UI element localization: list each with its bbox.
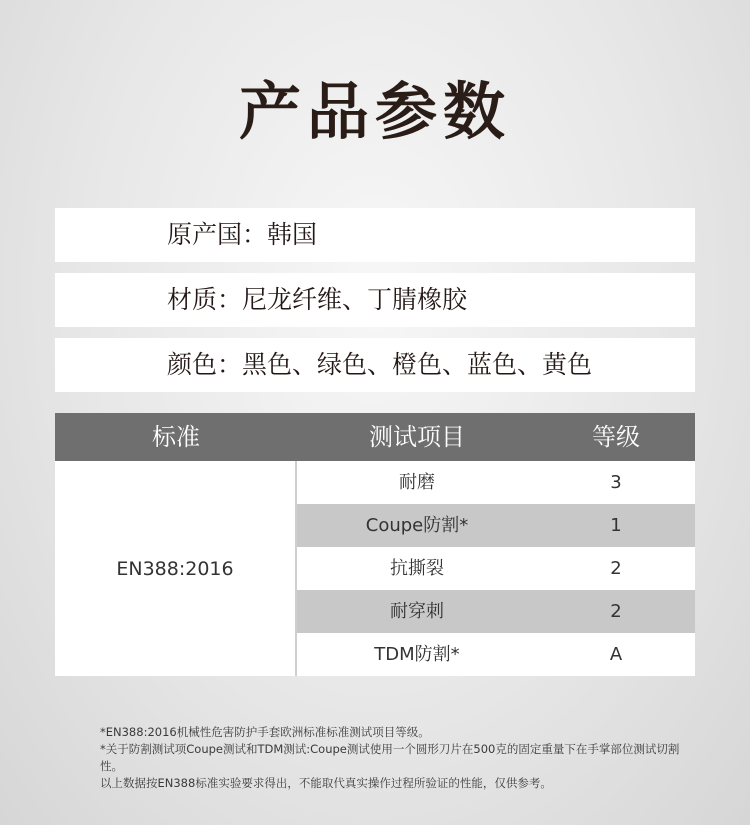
grade-cell: 1 [610,515,622,536]
footnotes [100,724,680,792]
grade-cell: A [609,644,623,665]
header-test-item: 测试项目 [369,423,465,451]
table-rows [297,461,695,676]
table-row [297,504,695,547]
spec-origin-row [55,208,695,262]
grade-cell: 2 [610,601,622,622]
test-item-cell: Coupe防割* [365,515,469,536]
test-results-table [55,413,695,676]
spec-color-value: 黑色、绿色、橙色、蓝色、黄色 [242,350,593,379]
table-header [55,413,695,461]
header-grade: 等级 [592,423,640,451]
spec-color-row [55,338,695,392]
table-row [297,590,695,633]
spec-origin-value: 韩国 [267,220,318,249]
standard-cell: EN388:2016 [55,461,297,676]
table-body [55,461,695,676]
test-item-cell: TDM防割* [374,644,460,665]
test-item-cell: 耐磨 [399,472,435,493]
test-item-cell: 耐穿刺 [390,601,444,622]
spec-material-label: 材质： [167,285,243,314]
spec-material-row [55,273,695,327]
grade-cell: 3 [610,472,622,493]
spec-origin-label: 原产国： [167,220,268,249]
table-row [297,547,695,590]
footnote-standard: *EN388:2016机械性危害防护手套欧洲标准标准测试项目等级。 [100,725,430,739]
footnote-cut-test: *关于防割测试项Coupe测试和TDM测试:Coupe测试使用一个圆形刀片在500克的固定重量下在手掌部位测试切割性。 [100,742,680,773]
grade-cell: 2 [610,558,622,579]
header-standard: 标准 [152,423,200,451]
footnote-disclaimer: 以上数据按EN388标准实验要求得出，不能取代真实操作过程所验证的性能，仅供参考。 [100,776,552,790]
page-title: 产品参数 [238,75,511,148]
spec-material-value: 尼龙纤维、丁腈橡胶 [242,285,468,314]
table-row [297,461,695,504]
table-row [297,633,695,676]
test-item-cell: 抗撕裂 [390,558,444,579]
spec-color-label: 颜色： [167,350,243,379]
